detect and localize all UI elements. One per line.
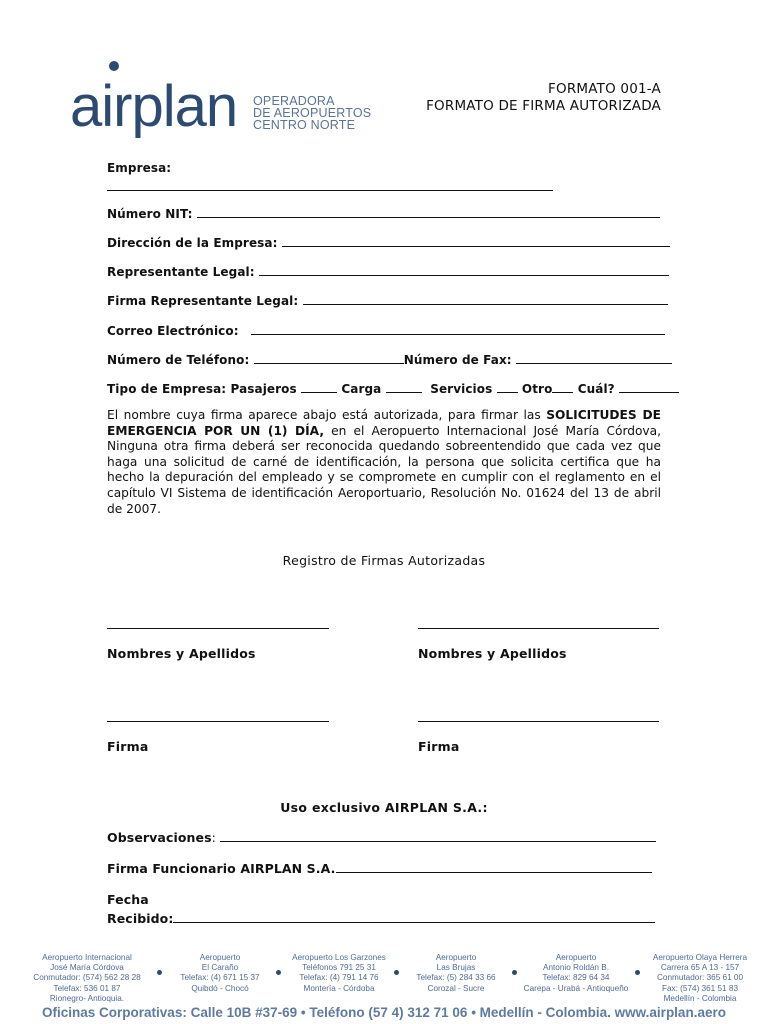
tipo-label: Tipo de Empresa: bbox=[107, 382, 227, 396]
empresa-label bbox=[107, 161, 171, 175]
logo-dot bbox=[109, 61, 119, 71]
direccion-input-line[interactable] bbox=[282, 236, 670, 247]
empresa-text: Empresa: bbox=[107, 161, 172, 175]
observaciones-colon: : bbox=[211, 830, 216, 845]
footer-line: Montería - Córdoba bbox=[303, 983, 375, 993]
firma-funcionario-label: Firma Funcionario AIRPLAN S.A. bbox=[107, 861, 336, 876]
firma-representante-field bbox=[107, 294, 668, 308]
footer-line: El Caraño bbox=[201, 963, 239, 973]
tipo-empresa-field bbox=[107, 382, 679, 396]
correo-label: Correo Electrónico: bbox=[107, 324, 239, 338]
footer-line: Conmutador: (574) 562 28 28 bbox=[33, 973, 141, 983]
recibido-input-line[interactable] bbox=[173, 912, 655, 923]
footer-brujas bbox=[406, 953, 506, 994]
footer-line: Aeropuerto Internacional bbox=[42, 953, 132, 962]
representante-label: Representante Legal: bbox=[107, 265, 255, 279]
footer-line: Telefax: 829 64 34 bbox=[542, 973, 610, 983]
firma-funcionario-field bbox=[107, 861, 652, 876]
footer-line: Rionegro- Antioquia. bbox=[49, 993, 125, 1003]
authorization-paragraph bbox=[107, 408, 661, 517]
footer-line: Telefax: (5) 284 33 66 bbox=[416, 973, 496, 983]
footer-roldan bbox=[520, 953, 632, 994]
registro-title: Registro de Firmas Autorizadas bbox=[282, 553, 486, 568]
firma-representante-input-line[interactable] bbox=[303, 294, 668, 305]
footer-bullet bbox=[157, 970, 162, 975]
footer-line: Fax: (574) 361 51 83 bbox=[661, 983, 738, 993]
footer-line: Telefax: (4) 791 14 76 bbox=[299, 973, 379, 983]
pasajeros-input-line[interactable] bbox=[301, 382, 337, 393]
footer-bullet bbox=[512, 970, 517, 975]
firma-label-left: Firma bbox=[107, 739, 149, 754]
footer-line: Teléfonos 791 25 31 bbox=[302, 963, 376, 973]
pasajeros-label: Pasajeros bbox=[230, 382, 297, 396]
otro-input-line[interactable] bbox=[552, 382, 573, 393]
recibido-label: Recibido: bbox=[107, 911, 174, 926]
footer-line: Quibdó - Chocó bbox=[191, 983, 249, 993]
footer-line: Telefax: (4) 671 15 37 bbox=[180, 973, 260, 983]
nombre-line-right[interactable] bbox=[418, 627, 659, 629]
firma-line-right[interactable] bbox=[418, 720, 659, 722]
nombre-line-left[interactable] bbox=[107, 627, 329, 629]
telefono-input-line[interactable] bbox=[254, 353, 404, 364]
footer-line: Las Brujas bbox=[436, 963, 476, 973]
correo-field bbox=[107, 324, 665, 338]
observaciones-field bbox=[107, 830, 656, 845]
footer-line: Aeropuerto bbox=[435, 953, 477, 962]
footer-line: Antonio Roldán B. bbox=[543, 963, 609, 973]
fax-input-line[interactable] bbox=[516, 353, 672, 364]
footer-bullet bbox=[394, 970, 399, 975]
telefono-fax-field bbox=[107, 353, 672, 367]
footer-line: Carepa - Urabá - Antioqueño bbox=[523, 983, 629, 993]
footer-line: Conmutador: 365 61 00 bbox=[656, 973, 744, 983]
paragraph-text-1: El nombre cuya firma aparece abajo está autorizada, para firmar las bbox=[107, 408, 547, 422]
uso-exclusivo-title: Uso exclusivo AIRPLAN S.A.: bbox=[280, 800, 488, 815]
form-title: FORMATO DE FIRMA AUTORIZADA bbox=[426, 98, 661, 114]
footer-line: Aeropuerto Olaya Herrera bbox=[652, 953, 748, 962]
carga-label: Carga bbox=[341, 382, 382, 396]
logo-subtitle bbox=[253, 95, 371, 131]
form-code: FORMATO 001-A bbox=[548, 81, 661, 97]
paragraph-text-2: en el Aeropuerto Internacional José María Córdova, Ninguna otra firma deberá ser reconocida quedando sobreentendido que cada vez que haga una solicitud de carné de identificación, la persona que solicita certifica que ha hecho la depuración del empleado y se compromete en cumplir con el reglamento en el capítulo VI Sistema de identificación Aeroportuario, Resolución No. 01624 del 13 de abril de 2007. bbox=[107, 423, 661, 516]
corporate-offices: Oficinas Corporativas: Calle 10B #37-69 • Teléfono (57 4) 312 71 06 • Medellín - Colombia. www.airplan.aero bbox=[42, 1005, 726, 1020]
direccion-field bbox=[107, 236, 670, 250]
footer-line: Medellín - Colombia bbox=[663, 993, 737, 1003]
fecha-label: Fecha bbox=[107, 892, 149, 907]
firma-funcionario-input-line[interactable] bbox=[336, 862, 652, 873]
otro-label: Otro bbox=[521, 382, 553, 396]
footer-garzones bbox=[286, 953, 392, 994]
footer-carano bbox=[170, 953, 270, 994]
cual-label: Cuál? bbox=[577, 382, 615, 396]
firma-label-right: Firma bbox=[418, 739, 460, 754]
footer-bullet bbox=[276, 970, 281, 975]
paragraph-bold: SOLICITUDES DE EMERGENCIA POR UN (1) DÍA, bbox=[107, 408, 661, 438]
footer-line: Aeropuerto Los Garzones bbox=[292, 953, 386, 962]
servicios-input-line[interactable] bbox=[497, 382, 518, 393]
firma-representante-label: Firma Representante Legal: bbox=[107, 294, 299, 308]
nombres-label-right: Nombres y Apellidos bbox=[418, 646, 567, 661]
footer-line: José María Córdova bbox=[50, 963, 124, 973]
representante-field bbox=[107, 265, 669, 279]
footer-line: Aeropuerto bbox=[199, 953, 241, 962]
footer-line: Aeropuerto bbox=[555, 953, 597, 962]
nit-field bbox=[107, 207, 660, 221]
observaciones-input-line[interactable] bbox=[220, 831, 656, 842]
footer-line: Carrera 65 A 13 - 157 bbox=[660, 963, 740, 973]
footer-line: Telefax: 536 01 87 bbox=[53, 983, 121, 993]
correo-input-line[interactable] bbox=[251, 324, 665, 335]
fax-label: Número de Fax: bbox=[403, 353, 512, 367]
representante-input-line[interactable] bbox=[259, 265, 669, 276]
nombres-label-left: Nombres y Apellidos bbox=[107, 646, 256, 661]
firma-line-left[interactable] bbox=[107, 720, 329, 722]
nit-input-line[interactable] bbox=[197, 207, 660, 218]
empresa-input-line[interactable] bbox=[107, 189, 553, 191]
logo-sub-line: CENTRO NORTE bbox=[253, 118, 356, 132]
footer-jmc bbox=[22, 953, 152, 1004]
telefono-label: Número de Teléfono: bbox=[107, 353, 250, 367]
logo-sub-line: DE AEROPUERTOS bbox=[253, 106, 372, 120]
nit-label: Número NIT: bbox=[107, 207, 193, 221]
logo-sub-line: OPERADORA bbox=[253, 94, 335, 108]
footer-line: Corozal - Sucre bbox=[427, 983, 485, 993]
observaciones-label: Observaciones bbox=[107, 830, 212, 845]
servicios-label: Servicios bbox=[430, 382, 493, 396]
footer-olaya bbox=[644, 953, 756, 1004]
carga-input-line[interactable] bbox=[386, 382, 422, 393]
cual-input-line[interactable] bbox=[619, 382, 679, 393]
direccion-label: Dirección de la Empresa: bbox=[107, 236, 278, 250]
recibido-field bbox=[107, 911, 655, 926]
footer-bullet bbox=[635, 970, 640, 975]
airplan-logo: airplan bbox=[70, 74, 238, 139]
